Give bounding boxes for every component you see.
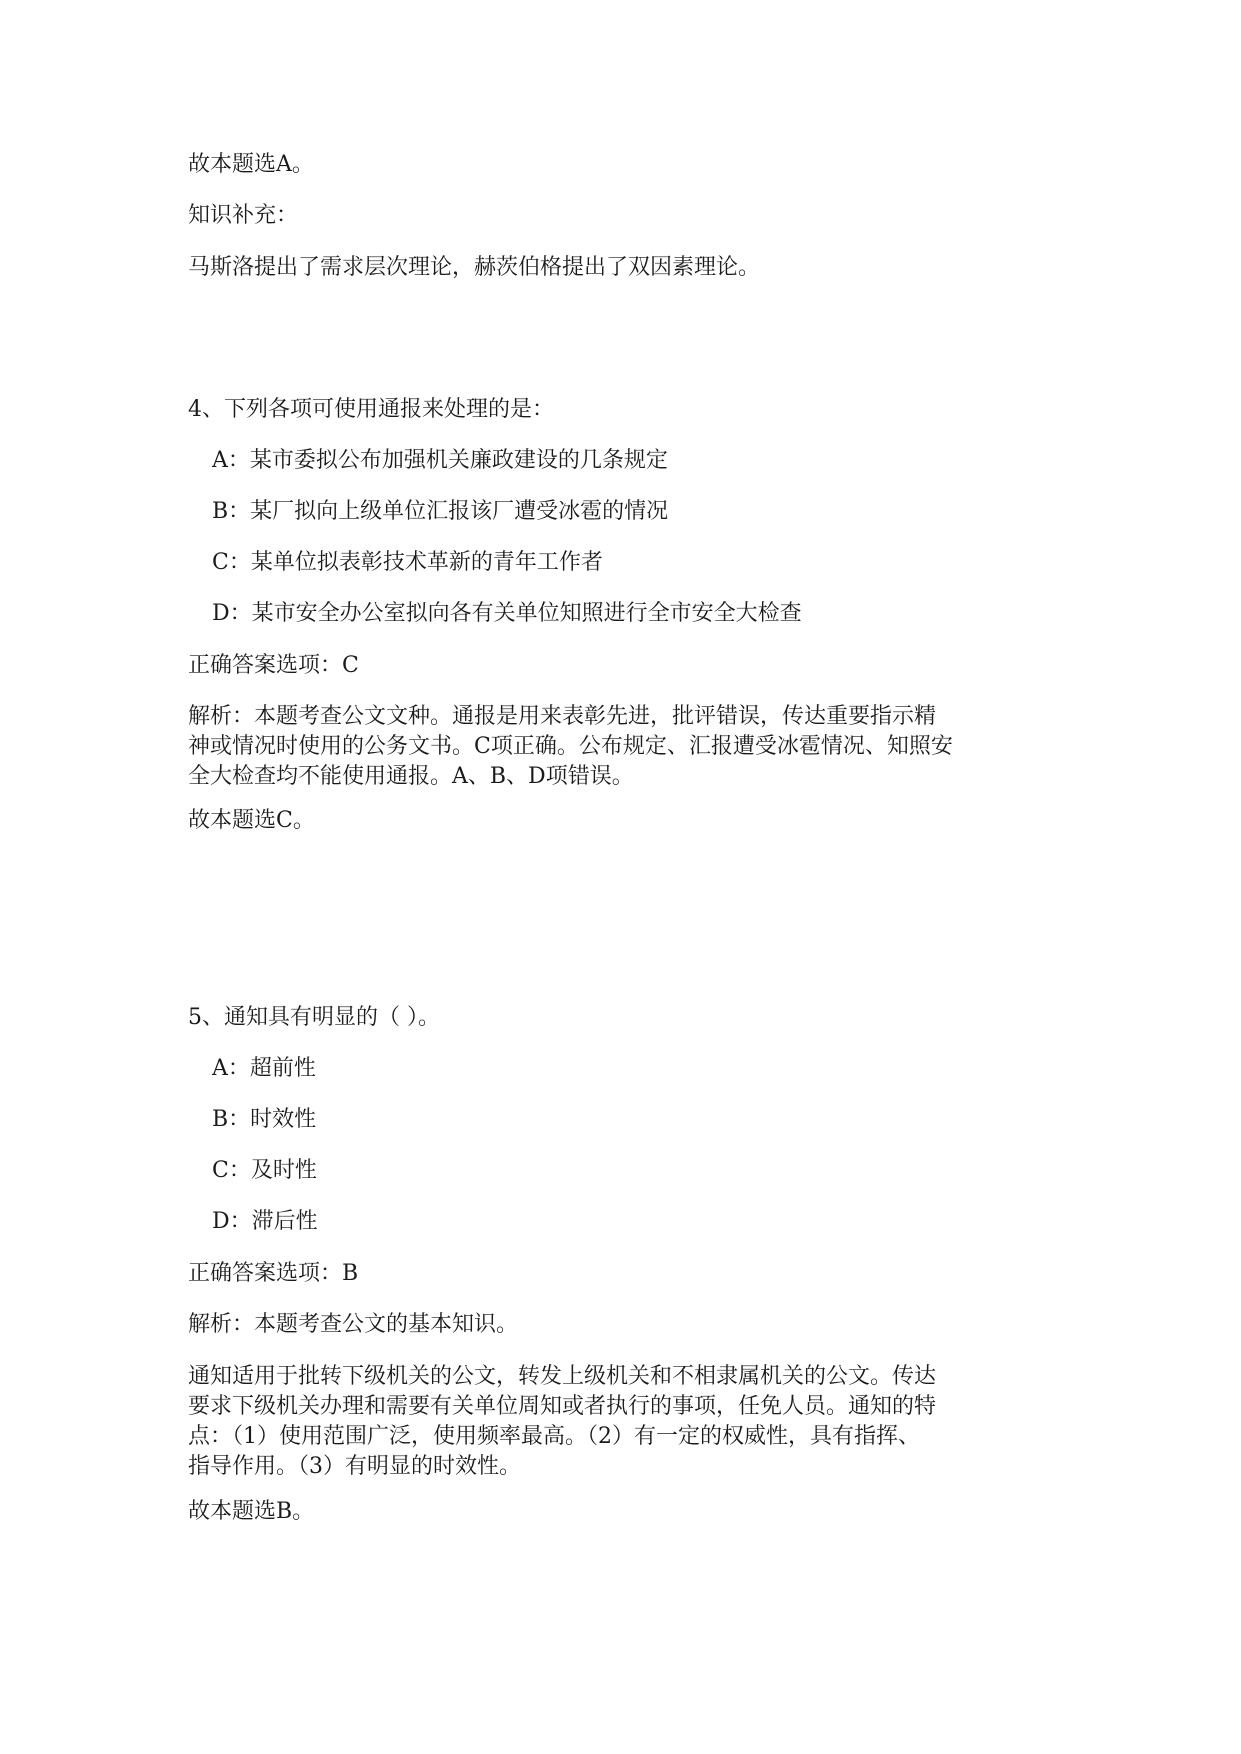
question-4-stem: 4、下列各项可使用通报来处理的是： [188, 397, 554, 422]
question-5-option-c: C：及时性 [212, 1158, 317, 1183]
question-4-option-d: D：某市安全办公室拟向各有关单位知照进行全市安全大检查 [212, 601, 802, 626]
question-5-stem: 5、通知具有明显的（ ）。 [188, 1005, 440, 1030]
question-5-analysis-intro: 解析：本题考查公文的基本知识。 [188, 1312, 519, 1337]
question-5-answer: 正确答案选项：B [188, 1261, 359, 1286]
question-5-conclusion: 故本题选B。 [188, 1499, 315, 1524]
question-5-option-d: D：滞后性 [212, 1209, 318, 1234]
analysis-line: 指导作用。（3）有明显的时效性。 [188, 1454, 521, 1479]
supplement-text: 马斯洛提出了需求层次理论，赫茨伯格提出了双因素理论。 [188, 255, 761, 280]
question-4-option-a: A：某市委拟公布加强机关廉政建设的几条规定 [212, 448, 668, 473]
analysis-line: 神或情况时使用的公务文书。C项正确。公布规定、汇报遭受冰雹情况、知照安 [188, 734, 953, 759]
question-4-analysis [188, 702, 1068, 792]
analysis-line: 点：（1）使用范围广泛，使用频率最高。（2）有一定的权威性，具有指挥、 [188, 1424, 920, 1449]
question-4-conclusion: 故本题选C。 [188, 808, 315, 833]
analysis-line: 解析：本题考查公文文种。通报是用来表彰先进，批评错误，传达重要指示精 [188, 704, 937, 729]
analysis-line: 要求下级机关办理和需要有关单位周知或者执行的事项，任免人员。通知的特 [188, 1394, 937, 1419]
question-5-analysis [188, 1362, 1068, 1482]
analysis-line: 通知适用于批转下级机关的公文，转发上级机关和不相隶属机关的公文。传达 [188, 1364, 937, 1389]
supplement-label: 知识补充： [188, 203, 299, 228]
question-4-answer: 正确答案选项：C [188, 653, 359, 678]
question-4-option-c: C：某单位拟表彰技术革新的青年工作者 [212, 550, 603, 575]
question-5-option-b: B：时效性 [212, 1107, 317, 1132]
analysis-line: 全大检查均不能使用通报。A、B、D项错误。 [188, 764, 634, 789]
prev-conclusion: 故本题选A。 [188, 152, 314, 177]
question-5-option-a: A：超前性 [212, 1056, 316, 1081]
question-4-option-b: B：某厂拟向上级单位汇报该厂遭受冰雹的情况 [212, 499, 669, 524]
